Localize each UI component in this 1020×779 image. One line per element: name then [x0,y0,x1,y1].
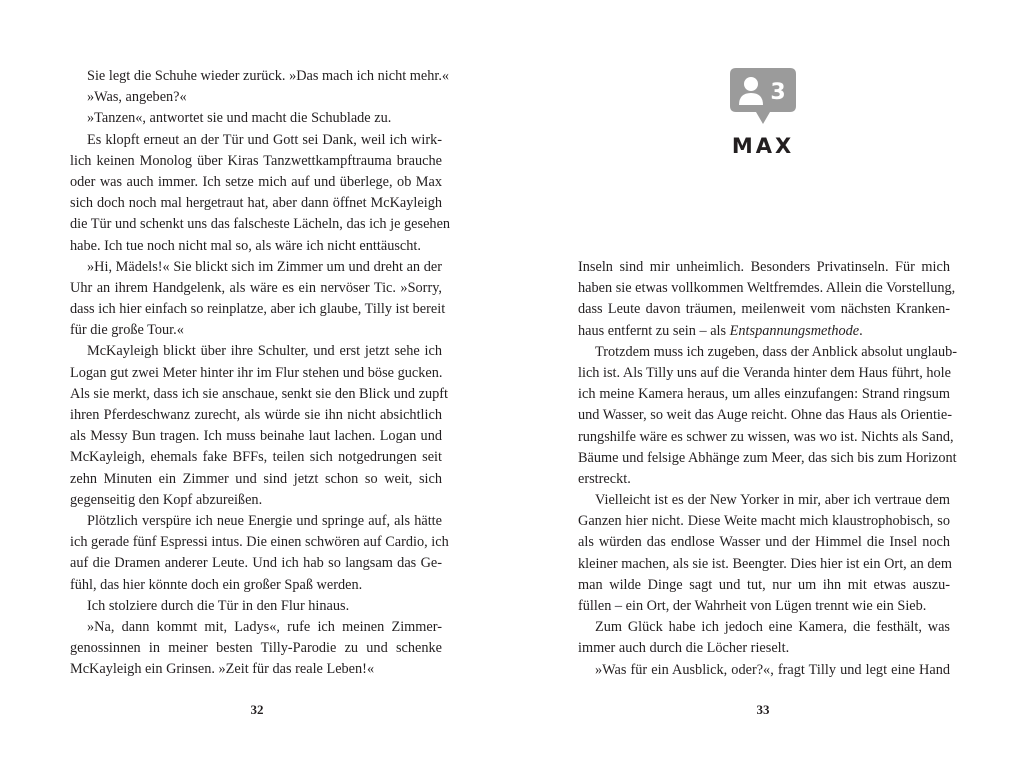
text-line [70,596,442,617]
line-text: Es klopft erneut an der Tür und Gott sei Dank, weil ich wirk- [87,131,442,148]
line-text: erstreckt. [578,470,631,487]
text-line [70,299,446,320]
text-line [578,299,950,320]
line-text: sich doch noch mal hergetraut hat, aber dann öffnet McKayleigh [70,195,442,212]
line-text: für die große Tour.« [70,322,184,339]
line-text: Trotzdem muss ich zugeben, dass der Anblick absolut unglaub- [595,343,958,360]
text-line [70,553,442,574]
line-text: Uhr an ihrem Handgelenk, als wäre es ein nervöser Tic. »Sorry, [70,279,442,296]
text-line [578,554,950,575]
line-text: immer auch durch die Löcher rieselt. [578,640,790,657]
line-text: Plötzlich verspüre ich neue Energie und springe auf, als hätte [87,512,442,529]
line-text: ihren Pferdeschwanz zurecht, als würde sie ihn nicht absichtlich [70,407,442,423]
text-line [70,490,442,511]
text-line [70,426,442,447]
right-page-text [578,257,958,681]
text-line [70,511,442,532]
text-line [70,575,442,596]
emphasized-text: Entspannungsmethode [729,322,860,339]
chapter-title: MAX [731,134,795,158]
text-line [70,405,442,426]
text-line [578,532,950,553]
page-number-left: 32 [250,702,264,717]
person-notification-bubble-icon [730,68,796,126]
line-text: Als sie merkt, dass ich sie anschaue, senkt sie den Blick und zupft [70,385,448,402]
text-line [578,321,950,342]
line-text: Zum Glück habe ich jedoch eine Kamera, die festhält, was [595,619,950,636]
line-text: Ganzen hier nicht. Diese Weite macht mich klaustrophobisch, so [578,513,950,530]
text-line [70,320,442,341]
line-text: genossinnen in meiner besten Tilly-Parodie zu und schenke [70,640,442,657]
line-text: habe. Ich tue noch nicht mal so, als wäre ich nicht enttäuscht. [70,237,421,254]
line-text: McKayleigh ein Grinsen. »Zeit für das reale Leben!« [70,661,375,678]
line-text: Ich stolziere durch die Tür in den Flur hinaus. [87,597,350,614]
text-line [70,532,449,553]
line-text: zehn Minuten ein Zimmer und sind jetzt schon so weit, sich [70,470,442,487]
text-line [70,447,442,468]
line-text: »Was für ein Ausblick, oder?«, fragt Tilly und legt eine Hand [595,661,950,678]
text-line [70,469,442,490]
text-line [578,384,950,405]
text-line [70,236,442,257]
line-text: oder was auch immer. Ich setze mich auf und überlege, ob Max [70,173,442,190]
line-text: Inseln sind mir unheimlich. Besonders Privatinseln. Für mich [578,259,950,275]
line-text: »Na, dann kommt mit, Ladys«, rufe ich meinen Zimmer- [87,618,442,635]
text-line [578,575,950,596]
text-line [70,257,442,278]
line-text: »Was, angeben?« [87,89,187,106]
line-text: ich gerade fünf Espressi intus. Die einen schwören auf Cardio, ich [70,534,449,551]
left-page-text [70,66,451,680]
line-text: und Wasser, so weit das Auge reicht. Ohne das Haus als Orientie- [578,407,953,424]
text-line [70,108,442,129]
line-text: Vielleicht ist es der New Yorker in mir, aber ich vertraue dem [595,492,950,509]
text-line [578,405,953,426]
line-text: McKayleigh, ehemals fake BFFs, teilen sich notgedrungen seit [70,449,442,466]
text-line [578,511,950,532]
text-line [70,363,442,384]
text-line [578,448,957,469]
line-text: auf die Dramen anderer Leute. Und ich hab so langsam das Ge- [70,555,442,572]
text-line [578,469,950,490]
right-page [510,0,1020,779]
line-text: »Hi, Mädels!« Sie blickt sich im Zimmer um und dreht an der [87,258,442,275]
text-line [578,427,954,448]
line-text: Logan gut zwei Meter hinter ihr im Flur stehen und böse gucken. [70,364,443,381]
line-text: haus entfernt zu sein – als [578,322,730,339]
line-text: gegenseitig den Kopf abzureißen. [70,491,263,508]
text-line [578,660,950,681]
text-line [70,214,451,235]
text-line [70,193,442,214]
line-text: dass ich hier einfach so reinplatze, aber ich glaube, Tilly ist bereit [70,301,446,318]
line-text: lich ist. Als Tilly uns auf die Veranda hinter dem Haus führt, hole [578,364,952,381]
text-line [578,490,950,511]
text-line [70,278,442,299]
text-line [70,130,442,151]
text-line [70,172,442,193]
line-text: Bäume und felsige Abhänge zum Meer, das sich bis zum Horizont [578,449,957,466]
line-text: haben sie etwas vollkommen Weltfremdes. Allein die Vorstellung, [578,280,956,297]
line-text: rungshilfe wäre es schwer zu wissen, was wo ist. Nichts als Sand, [578,428,954,445]
line-text: als würden das endlose Wasser und der Himmel die Insel noch [578,534,950,551]
line-text: man wilde Dinge sagt und tut, nur um ihn mit etwas auszu- [578,576,950,593]
text-line [578,257,950,278]
text-line [70,66,450,87]
text-line [578,342,958,363]
line-text: Sie legt die Schuhe wieder zurück. »Das mach ich nicht mehr.« [87,68,450,84]
text-line [578,363,950,384]
line-text: ich meine Kamera heraus, um alles einzufangen: Strand ringsum [578,386,950,403]
line-text: McKayleigh blickt über ihre Schulter, und erst jetzt sehe ich [87,343,442,360]
line-text: dass Leute davon träumen, meilenweit vom nächsten Kranken- [578,301,950,318]
text-line [578,278,956,299]
text-line [70,617,442,638]
line-text: füllen – ein Ort, der Wahrheit von Lügen trennt wie ein Sieb. [578,598,927,614]
line-text: lich keinen Monolog über Kiras Tanzwettkampftrauma brauche [70,152,442,169]
text-line [70,384,448,405]
line-text: kleiner machen, als sie ist. Beengter. Dies hier ist ein Ort, an dem [578,555,952,572]
chapter-number: 3 [770,80,786,105]
text-line [70,151,442,172]
line-text: »Tanzen«, antwortet sie und macht die Schublade zu. [87,110,392,127]
page-number-right: 33 [756,702,770,717]
text-line [70,341,442,362]
line-text: fühl, das hier könnte doch ein großer Spaß werden. [70,576,363,593]
text-line [70,87,442,108]
line-text: als Messy Bun tragen. Ich muss beinahe laut lachen. Logan und [70,428,442,445]
text-line [578,596,950,617]
text-line [578,638,950,659]
line-text: die Tür und schenkt uns das falscheste Lächeln, das ich je gesehen [70,216,451,233]
line-text-tail: . [859,322,863,339]
text-line [578,617,950,638]
text-line [70,659,442,680]
text-line [70,638,442,659]
